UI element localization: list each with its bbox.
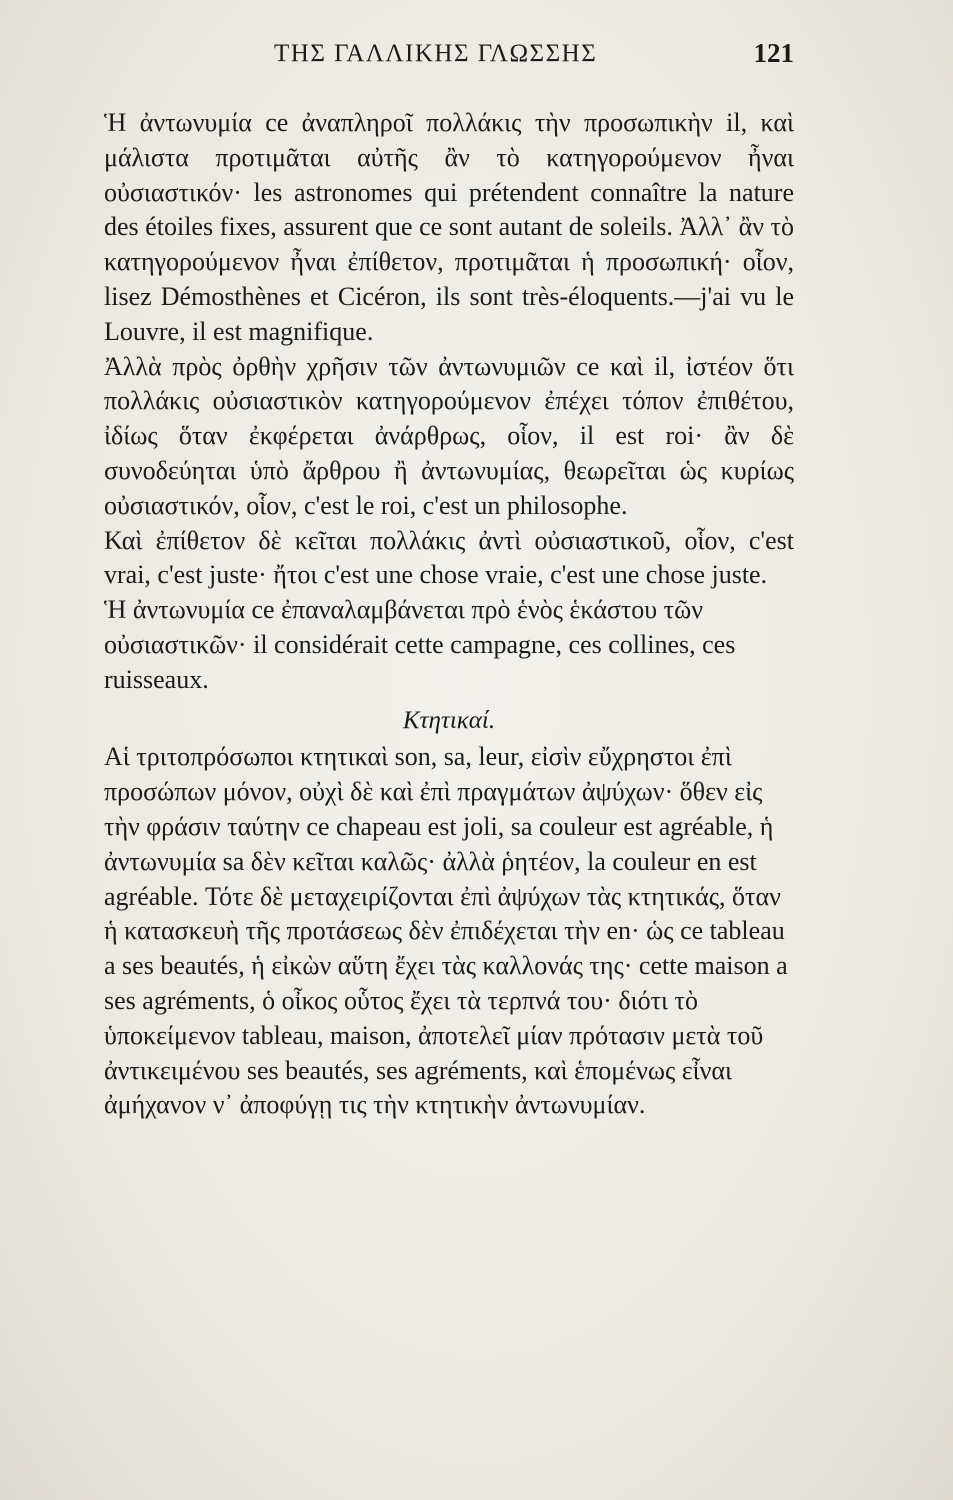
page-body (104, 106, 794, 1123)
page-header (104, 36, 794, 76)
paragraph-ce-il: Ἡ ἀντωνυμία ce ἀναπληροῖ πολλάκις τὴν προσωπικὴν il, καὶ μάλιστα προτιμᾶται αὐτῆς ἂν τὸ κατηγορούμενον ἦναι οὐσιαστικόν· les astronomes qui prétendent connaître la nature des étoiles fixes, assurent que ce sont autant de soleils. Ἀλλ᾽ ἂν τὸ κατηγορούμενον ἦναι ἐπίθετον, προτιμᾶται ἡ προσωπική· οἷον, lisez Démosthènes et Cicéron, ils sont très-éloquents.—j'ai vu le Louvre, il est magnifique. (104, 108, 794, 346)
paragraph-repetition: Ἡ ἀντωνυμία ce ἐπαναλαμβάνεται πρὸ ἑνὸς ἑκάστου τῶν οὐσιαστικῶν· il considérait cette campagne, ces collines, ces ruisseaux. (104, 595, 736, 694)
section-heading: Κτητικαί. (402, 706, 496, 734)
paragraph-ortho-usage: Ἀλλὰ πρὸς ὀρθὴν χρῆσιν τῶν ἀντωνυμιῶν ce καὶ il, ἰστέον ὅτι πολλάκις οὐσιαστικὸν κατηγορούμενον ἐπέχει τόπον ἐπιθέτου, ἰδίως ὅταν ἐκφέρεται ἀνάρθρως, οἷον, il est roi· ἂν δὲ συνοδεύηται ὑπὸ ἄρθρου ἢ ἀντωνυμίας, θεωρεῖται ὡς κυρίως οὐσιαστικόν, οἷον, c'est le roi, c'est un philosophe. (104, 351, 794, 520)
paragraph-adjective: Καὶ ἐπίθετον δὲ κεῖται πολλάκις ἀντὶ οὐσιαστικοῦ, οἷον, c'est vrai, c'est juste· ἤτοι c'est une chose vraie, c'est une chose juste. (104, 525, 794, 590)
paragraph-possessives: Αἱ τριτοπρόσωποι κτητικαὶ son, sa, leur, εἰσὶν εὔχρηστοι ἐπὶ προσώπων μόνον, οὐχὶ δὲ καὶ ἐπὶ πραγμάτων ἀψύχων· ὅθεν εἰς τὴν φράσιν ταύτην ce chapeau est joli, sa couleur est agréable, ἡ ἀντωνυμία sa δὲν κεῖται καλῶς· ἀλλὰ ῥητέον, la couleur en est agréable. Τότε δὲ μεταχειρίζονται ἐπὶ ἀψύχων τὰς κτητικάς, ὅταν ἡ κατασκευὴ τῆς προτάσεως δὲν ἐπιδέχεται τὴν en· ὡς ce tableau a ses beautés, ἡ εἰκὼν αὕτη ἔχει τὰς καλλονάς της· cette maison a ses agréments, ὁ οἶκος οὗτος ἔχει τὰ τερπνά του· διότι τὸ ὑποκείμενον tableau, maison, ἀποτελεῖ μίαν πρότασιν μετὰ τοῦ ἀντικειμένου ses beautés, ses agréments, καὶ ἑπομένως εἶναι ἀμήχανον ν᾽ ἀποφύγῃ τις τὴν κτητικὴν ἀντωνυμίαν. (104, 742, 788, 1120)
running-title: ΤΗΣ ΓΑΛΛΙΚΗΣ ΓΛΩΣΣΗΣ (274, 40, 598, 67)
page-number: 121 (753, 38, 794, 68)
